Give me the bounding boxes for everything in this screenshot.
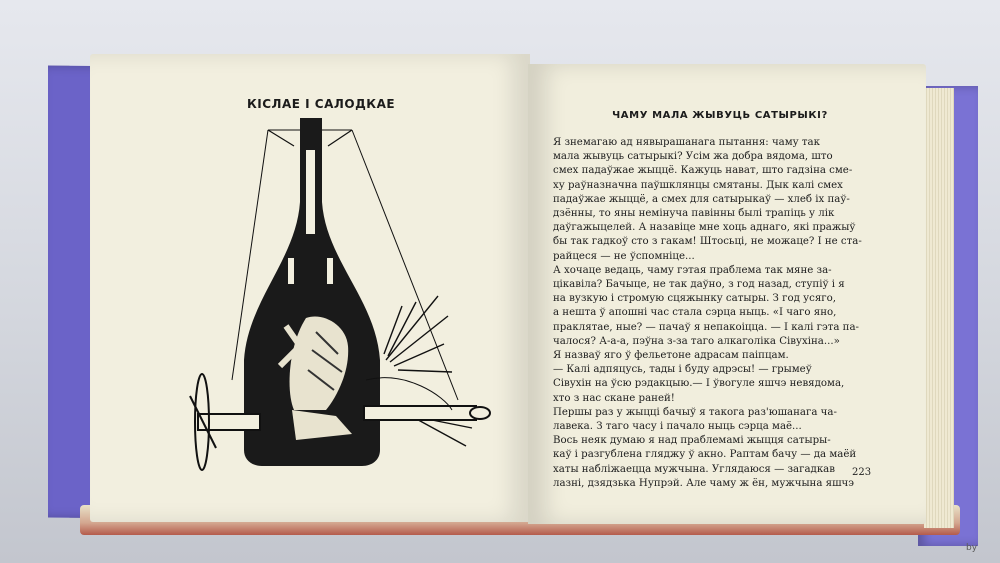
text-line: на вузкую і стромую сцяжынку сатыры. З год усяго, [553,293,836,305]
text-line: мала жывуць сатырыкі? Усім жа добра вядома, што [553,151,833,163]
bottle-illustration [176,110,516,490]
text-line: дзённы, то яны немінуча павінны былі трапіць у лік [553,208,835,220]
text-line: падаўжае жыццё, а смех для сатырыкаў — хлеб іх паў- [553,193,850,205]
text-line: — Калі адпяцусь, тады і буду адрэсы! — грымеў [553,364,812,376]
text-line: лазні, дзядзька Нупрэй. Але чаму ж ён, мужчына яшчэ [553,477,854,489]
page-number: 223 [852,467,872,478]
text-line: праклятае, ные? — пачаў я непакоіцца. — І калі гэта па- [553,321,859,333]
text-line: хаты набліжаецца мужчына. Углядаюся — загадкав [553,463,835,475]
text-line: каў і разгублена гляджу ў акно. Раптам бачу — да маёй [553,449,857,461]
text-line: А хочаце ведаць, чаму гэтая праблема так мяне за- [553,264,832,276]
text-line: Я знемагаю ад нявырашанага пытання: чаму так [553,137,820,148]
text-line: смех падаўжае жыццё. Кажуць нават, што гадзіна сме- [553,165,853,177]
right-page-body [553,136,889,491]
text-line: бы так гадкоў сто з гакам! Штосьці, не можаце? І не ста- [553,236,862,248]
text-line: цікавіла? Бачыце, не так даўно, з год назад, ступіў і я [553,279,845,291]
text-line: Я назваў яго ў фельетоне адрасам паіпцам. [553,350,789,362]
text-line: райцеся — не ўспомніце... [553,250,695,262]
watermark: by [966,543,978,553]
left-page-title: КІСЛАЕ І САЛОДКАЕ [246,97,396,111]
text-line: хто з нас скане раней! [553,392,675,404]
text-line: даўгажыцелей. А назавіце мне хоць аднаго, які пражыў [553,222,856,234]
text-line: чалося? А-а-а, пэўна з-за таго алкаголіка Сівухіна...» [553,335,840,347]
text-line: а нешта ў апошні час стала сэрца ныць. «І чаго яно, [553,307,837,319]
page-stack-right [924,88,954,528]
right-page-title: ЧАМУ МАЛА ЖЫВУЦЬ САТЫРЫКІ? [612,110,828,121]
text-line: ху раўназначна паўшклянцы смятаны. Дык калі смех [553,179,843,191]
text-line: Вось неяк думаю я над праблемамі жыцця сатыры- [553,435,831,447]
text-line: Сівухін на ўсю рэдакцыю.— І ўвогуле яшчэ невядома, [553,378,845,390]
text-line: Першы раз у жыцці бачыў я такога раз'юшанага ча- [553,406,837,418]
text-line: лавека. З таго часу і пачало ныць сэрца маё... [553,421,802,433]
